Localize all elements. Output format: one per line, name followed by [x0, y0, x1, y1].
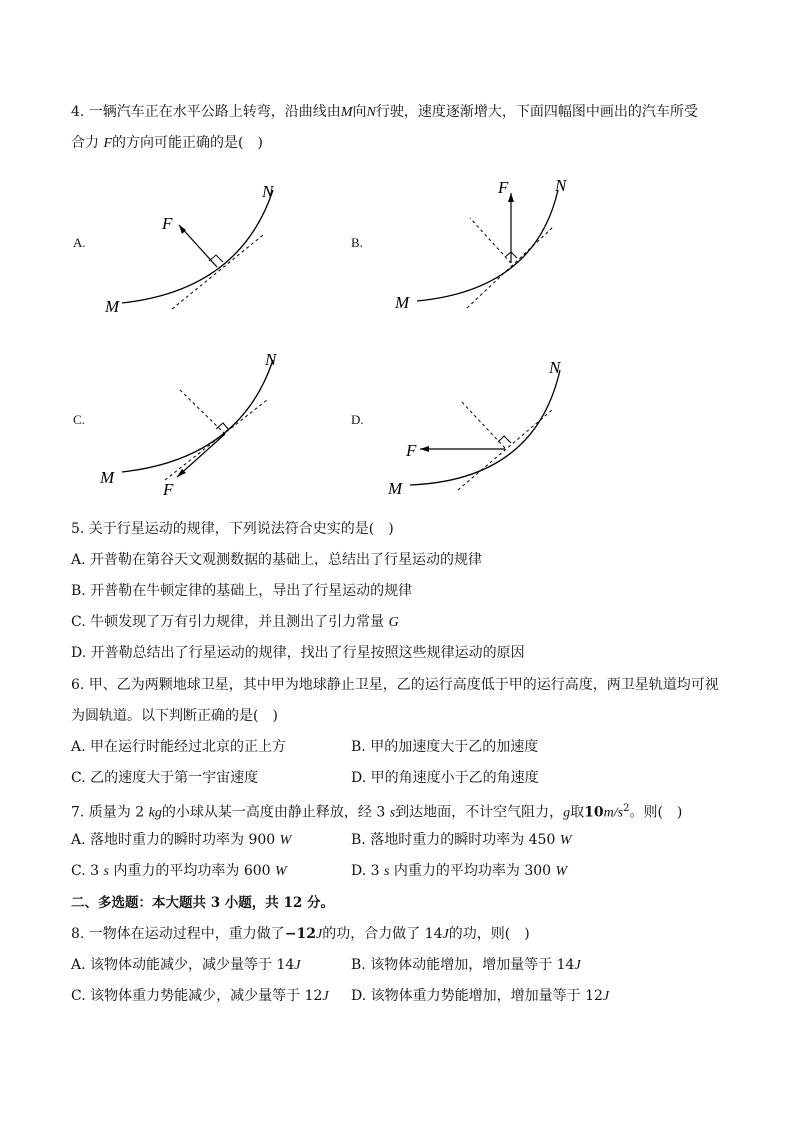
text: 4. 一辆汽车正在水平公路上转弯，沿曲线由: [71, 104, 341, 120]
unit-g: m/s: [603, 805, 624, 821]
value-work-g: −12: [284, 926, 317, 942]
unit-s: s: [103, 864, 109, 879]
unit-s: s: [389, 805, 396, 821]
text: 内重力的平均功率为 300: [393, 863, 552, 879]
text: 合力: [71, 135, 99, 151]
q8-option-c: [71, 986, 329, 1007]
text: A. 落地时重力的瞬时功率为 900: [71, 832, 276, 848]
label-f: F: [406, 441, 417, 460]
diagram-a: [95, 175, 295, 320]
text: 的方向可能正确的是( ): [112, 135, 263, 151]
unit-kg: kg: [148, 805, 162, 821]
value-time: 3: [376, 804, 386, 821]
text: B. 落地时重力的瞬时功率为 450: [351, 832, 556, 848]
text: C. 牛顿发现了万有引力规律，并且测出了引力常量: [71, 614, 385, 630]
q6-option-a: A. 甲在运行时能经过北京的正上方: [71, 739, 287, 755]
unit-W: W: [559, 833, 572, 848]
label-n: N: [262, 182, 274, 201]
label-f: F: [498, 178, 509, 197]
text: 。则( ): [629, 804, 683, 821]
unit-s: s: [384, 864, 390, 879]
q4-stem-line2: [71, 133, 263, 154]
var-F: F: [103, 136, 113, 151]
label-n: N: [265, 350, 277, 369]
q8-option-b: [351, 955, 581, 976]
q8-option-a: [71, 955, 301, 976]
q4-stem-line1: [71, 102, 698, 123]
text: D. 3: [351, 863, 380, 879]
label-m: M: [388, 479, 403, 498]
exponent: 2: [623, 803, 630, 814]
diagram-d: [380, 350, 590, 500]
q5-option-d: D. 开普勒总结出了行星运动的规律，找出了行星按照这些规律运动的原因: [71, 645, 525, 661]
q6-option-c: C. 乙的速度大于第一宇宙速度: [71, 770, 259, 786]
value-mass: 2: [135, 804, 145, 821]
text: 的功，则( ): [448, 926, 530, 942]
unit-W: W: [279, 833, 292, 848]
unit-J: J: [442, 927, 449, 942]
label-m: M: [105, 297, 120, 316]
section-title: 二、多选题：本大题共 3 小题，共 12 分。: [71, 895, 334, 911]
q5-stem: 5. 关于行星运动的规律，下列说法符合史实的是( ): [71, 521, 394, 537]
var-M: M: [340, 105, 353, 120]
text: 7. 质量为: [71, 804, 131, 821]
q7-option-a: [71, 830, 291, 851]
text: 取: [570, 804, 585, 821]
text: 的小球从某一高度由静止释放，经: [161, 804, 372, 821]
label-n: N: [555, 176, 567, 195]
text: 行驶，速度逐渐增大，下面四幅图中画出的汽车所受: [375, 104, 698, 120]
q6-option-b: B. 甲的加速度大于乙的加速度: [351, 739, 539, 755]
text: C. 3: [71, 863, 100, 879]
var-g: g: [563, 805, 571, 821]
text: 向: [352, 104, 367, 120]
q5-option-a: A. 开普勒在第谷天文观测数据的基础上，总结出了行星运动的规律: [71, 552, 483, 568]
text: 8. 一物体在运动过程中，重力做了: [71, 926, 285, 942]
q8-stem: [71, 924, 530, 945]
q6-option-d: D. 甲的角速度小于乙的角速度: [351, 770, 539, 786]
text: D. 该物体重力势能增加，增加量等于 12: [351, 988, 603, 1004]
value-g: 10: [584, 804, 604, 821]
option-c-label: C.: [73, 412, 85, 427]
unit-W: W: [275, 864, 287, 879]
unit-J: J: [322, 989, 329, 1004]
var-G: G: [388, 615, 399, 630]
label-f: F: [163, 480, 174, 495]
label-m: M: [100, 468, 115, 487]
unit-J: J: [294, 958, 301, 973]
label-m: M: [395, 293, 410, 312]
q7-option-b: [351, 830, 572, 851]
option-a-label: A.: [73, 235, 86, 250]
text: 内重力的平均功率为 600: [113, 863, 271, 879]
diagram-b: [390, 175, 590, 320]
diagram-c: [95, 345, 295, 495]
text: A. 该物体动能减少，减少量等于 14: [71, 957, 295, 973]
var-N: N: [366, 105, 376, 120]
label-f: F: [162, 214, 173, 233]
text: 到达地面，不计空气阻力，: [395, 804, 564, 821]
text: C. 该物体重力势能减少，减少量等于 12: [71, 988, 323, 1004]
q5-option-b: B. 开普勒在牛顿定律的基础上，导出了行星运动的规律: [71, 583, 413, 599]
option-b-label: B.: [351, 235, 363, 250]
option-d-label: D.: [351, 412, 364, 427]
q6-stem-line1: 6. 甲、乙为两颗地球卫星，其中甲为地球静止卫星，乙的运行高度低于甲的运行高度，两卫星轨道均可视: [71, 677, 719, 693]
q6-stem-line2: 为圆轨道。以下判断正确的是( ): [71, 708, 278, 724]
unit-J: J: [574, 958, 581, 973]
label-n: N: [549, 358, 561, 377]
text: 的功，合力做了 14: [322, 926, 443, 942]
q7-stem: [71, 799, 682, 824]
unit-J: J: [316, 927, 323, 942]
q7-option-c: [71, 861, 287, 882]
q5-option-c: [71, 612, 399, 633]
text: B. 该物体动能增加，增加量等于 14: [351, 957, 575, 973]
unit-W: W: [555, 864, 568, 879]
q8-option-d: [351, 986, 609, 1007]
q7-option-d: [351, 861, 567, 882]
unit-J: J: [602, 989, 610, 1004]
